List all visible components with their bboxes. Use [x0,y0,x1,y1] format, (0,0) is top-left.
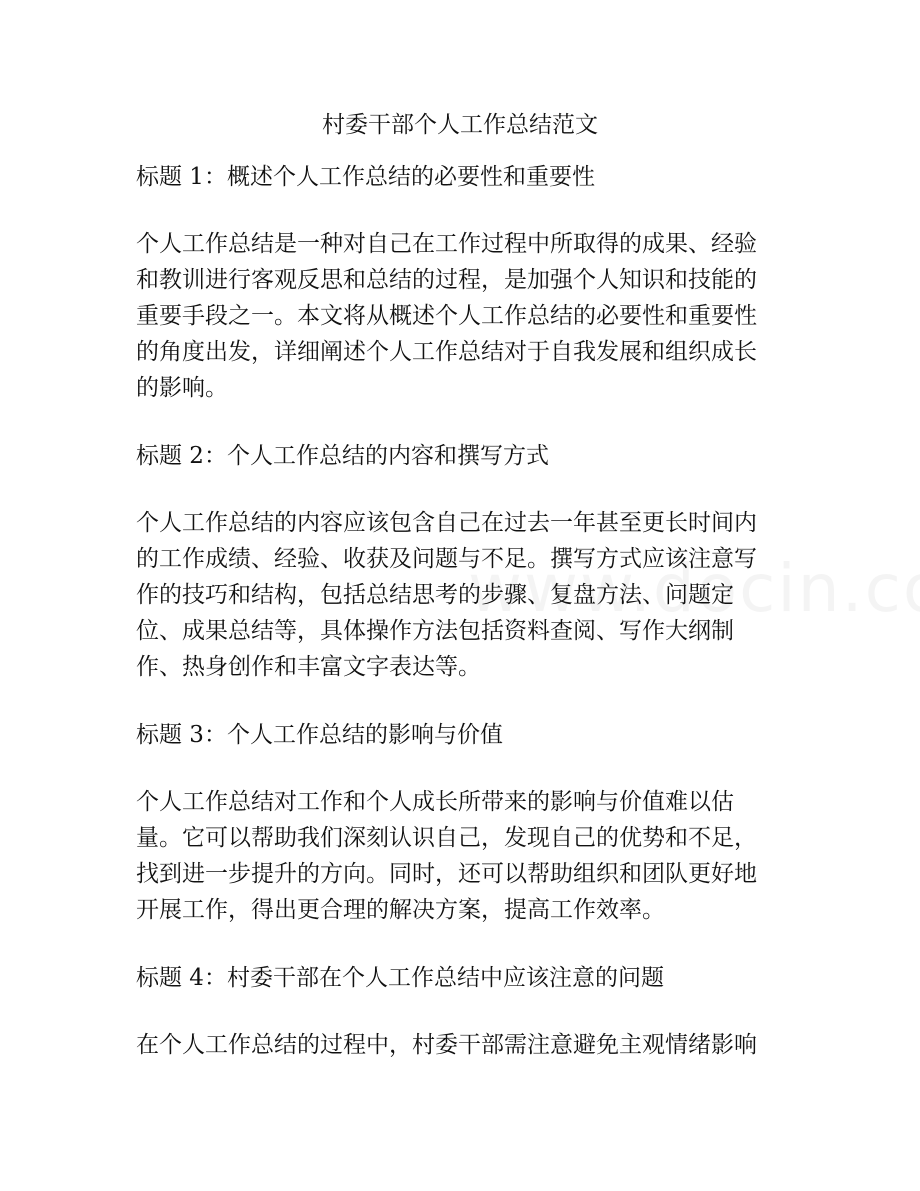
section-2-line-5: 作、热身创作和丰富文字表达等。 [136,654,481,680]
document-title: 村委干部个人工作总结范文 [322,112,598,138]
section-2-line-3: 作的技巧和结构，包括总结思考的步骤、复盘方法、问题定 [136,582,734,608]
section-2-line-1: 个人工作总结的内容应该包含自己在过去一年甚至更长时间内 [136,510,757,536]
section-1-line-1: 个人工作总结是一种对自己在工作过程中所取得的成果、经验 [136,231,757,257]
section-2-line-4: 位、成果总结等，具体操作方法包括资料查阅、写作大纲制 [136,618,734,644]
section-3-line-3: 找到进一步提升的方向。同时，还可以帮助组织和团队更好地 [136,861,757,887]
section-1-heading: 标题 1：概述个人工作总结的必要性和重要性 [136,164,595,190]
section-2-heading: 标题 2：个人工作总结的内容和撰写方式 [136,443,549,469]
section-2-line-2: 的工作成绩、经验、收获及问题与不足。撰写方式应该注意写 [136,546,757,572]
section-3-line-4: 开展工作，得出更合理的解决方案，提高工作效率。 [136,897,665,923]
section-1-line-5: 的影响。 [136,375,228,401]
section-4-line-1: 在个人工作总结的过程中，村委干部需注意避免主观情绪影响 [136,1032,757,1058]
section-4-heading: 标题 4：村委干部在个人工作总结中应该注意的问题 [136,965,664,991]
section-3-heading: 标题 3：个人工作总结的影响与价值 [136,722,503,748]
section-3-line-2: 量。它可以帮助我们深刻认识自己，发现自己的优势和不足， [136,825,757,851]
section-1-line-3: 重要手段之一。本文将从概述个人工作总结的必要性和重要性 [136,303,757,329]
section-3-line-1: 个人工作总结对工作和个人成长所带来的影响与价值难以估 [136,789,734,815]
section-1-line-2: 和教训进行客观反思和总结的过程，是加强个人知识和技能的 [136,267,757,293]
section-1-line-4: 的角度出发，详细阐述个人工作总结对于自我发展和组织成长 [136,339,757,365]
